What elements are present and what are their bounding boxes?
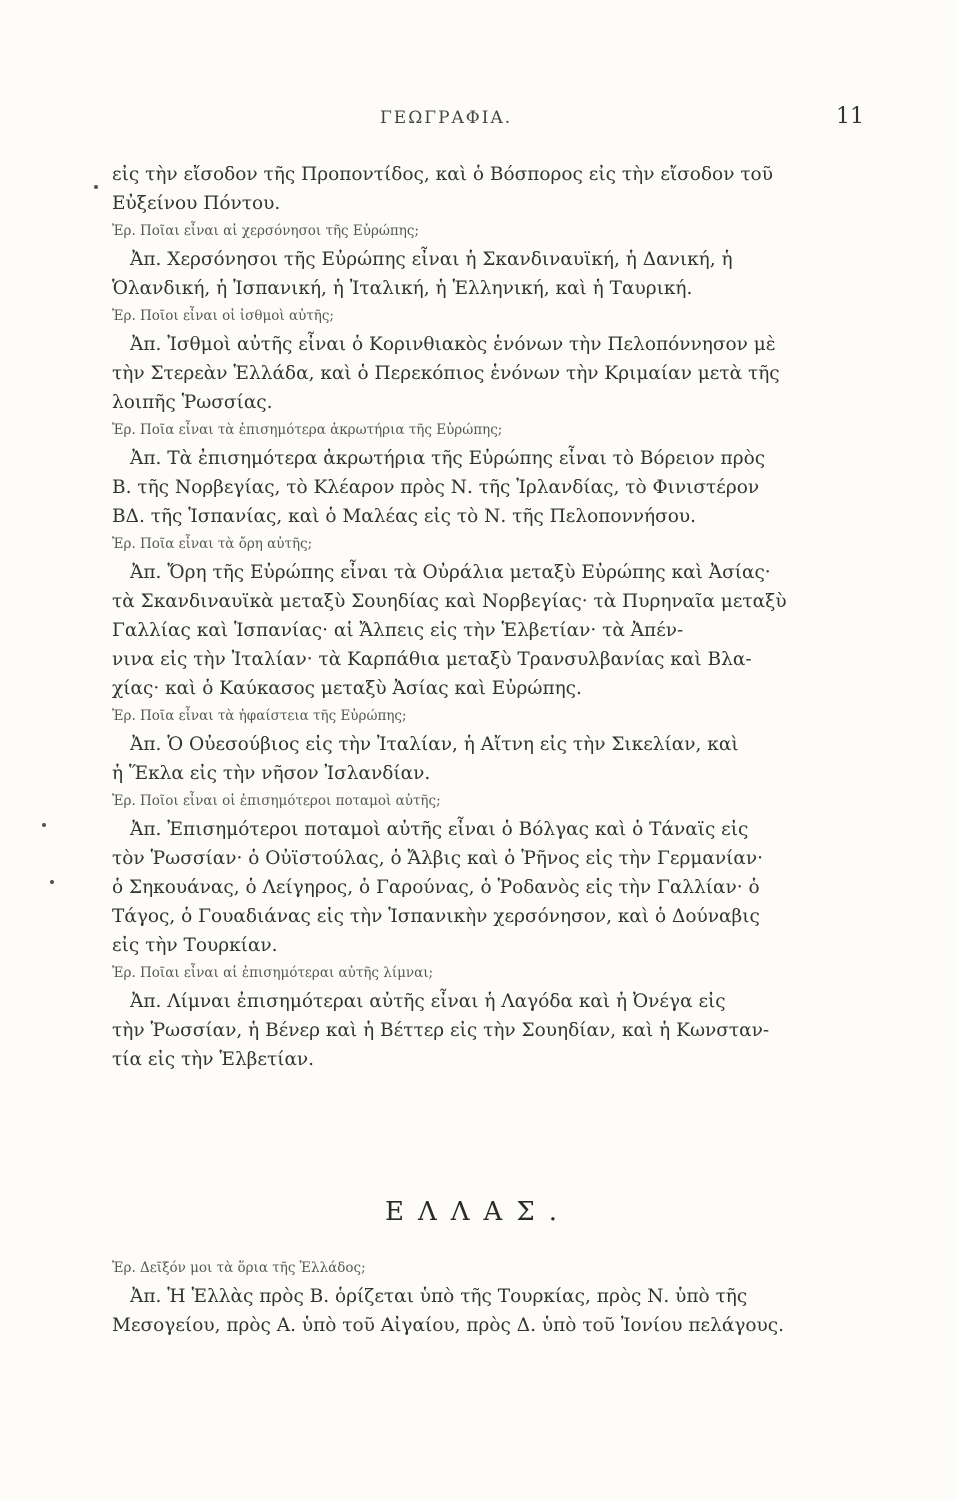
text-line: Μεσογείου, πρὸς Α. ὑπὸ τοῦ Αἰγαίου, πρὸς Δ. ὑπὸ τοῦ Ἰονίου πελάγους.	[112, 1315, 784, 1336]
page-header	[0, 104, 956, 138]
question-line: Ἐρ. Ποῖα εἶναι τὰ ἡφαίστεια τῆς Εὐρώπης;	[112, 708, 407, 724]
text-line: Εὐξείνου Πόντου.	[112, 193, 281, 214]
question-line: Ἐρ. Ποῖα εἶναι τὰ ἐπισημότερα ἀκρωτήρια τῆς Εὐρώπης;	[112, 422, 503, 438]
ink-speck	[42, 823, 46, 827]
question-line: Ἐρ. Ποῖοι εἶναι οἱ ἰσθμοὶ αὐτῆς;	[112, 308, 334, 324]
text-line: τὰ Σκανδιναυϊκὰ μεταξὺ Σουηδίας καὶ Νορβεγίας· τὰ Πυρηναῖα μεταξὺ	[112, 591, 787, 612]
text-line: νινα εἰς τὴν Ἰταλίαν· τὰ Καρπάθια μεταξὺ Τρανσυλβανίας καὶ Βλα-	[112, 649, 752, 670]
text-line: εἰς τὴν Τουρκίαν.	[112, 935, 278, 956]
answer-line: Ἀπ. Ἡ Ἑλλὰς πρὸς Β. ὁρίζεται ὑπὸ τῆς Τουρκίας, πρὸς Ν. ὑπὸ τῆς	[130, 1286, 748, 1307]
question-line: Ἐρ. Ποῖαι εἶναι αἱ ἐπισημότεραι αὐτῆς λίμναι;	[112, 965, 434, 981]
ink-speck	[94, 185, 98, 189]
section-text	[112, 1255, 836, 1340]
running-title: ΓΕΩΓΡΑΦΙΑ.	[380, 108, 513, 128]
text-line: τὴν Στερεὰν Ἑλλάδα, καὶ ὁ Περεκόπιος ἑνόνων τὴν Κριμαίαν μετὰ τῆς	[112, 363, 780, 384]
ink-speck	[50, 880, 54, 884]
text-line: Ὁλανδική, ἡ Ἱσπανική, ἡ Ἰταλική, ἡ Ἑλληνική, καὶ ἡ Ταυρική.	[112, 278, 693, 299]
text-line: Β. τῆς Νορβεγίας, τὸ Κλέαρον πρὸς Ν. τῆς Ἰρλανδίας, τὸ Φινιστέρον	[112, 477, 760, 498]
answer-line: Ἀπ. Λίμναι ἐπισημότεραι αὐτῆς εἶναι ἡ Λαγόδα καὶ ἡ Ὀνέγα εἰς	[130, 991, 726, 1012]
text-line: τία εἰς τὴν Ἑλβετίαν.	[112, 1049, 315, 1070]
question-line: Ἐρ. Δεῖξόν μοι τὰ ὅρια τῆς Ἑλλάδος;	[112, 1260, 366, 1276]
answer-line: Ἀπ. Χερσόνησοι τῆς Εὐρώπης εἶναι ἡ Σκανδιναυϊκή, ἡ Δανική, ἡ	[130, 249, 733, 270]
page-number: 11	[836, 104, 864, 129]
section-heading: ΕΛΛΑΣ.	[385, 1197, 571, 1227]
answer-line: Ἀπ. Ἐπισημότεροι ποταμοὶ αὐτῆς εἶναι ὁ Βόλγας καὶ ὁ Τάναϊς εἰς	[130, 819, 749, 840]
text-line: ἡ Ἕκλα εἰς τὴν νῆσον Ἰσλανδίαν.	[112, 763, 431, 784]
answer-line: Ἀπ. Ὁ Οὐεσούβιος εἰς τὴν Ἰταλίαν, ἡ Αἴτνη εἰς τὴν Σικελίαν, καὶ	[130, 734, 739, 755]
answer-line: Ἀπ. Τὰ ἐπισημότερα ἀκρωτήρια τῆς Εὐρώπης εἶναι τὸ Βόρειον πρὸς	[130, 448, 766, 469]
question-line: Ἐρ. Ποῖα εἶναι τὰ ὄρη αὐτῆς;	[112, 536, 313, 552]
text-line: Γαλλίας καὶ Ἱσπανίας· αἱ Ἄλπεις εἰς τὴν Ἑλβετίαν· τὰ Ἀπέν-	[112, 620, 684, 641]
text-line: τὴν Ῥωσσίαν, ἡ Βένερ καὶ ἡ Βέττερ εἰς τὴν Σουηδίαν, καὶ ἡ Κωνσταν-	[112, 1020, 770, 1041]
text-line: εἰς τὴν εἴσοδον τῆς Προποντίδος, καὶ ὁ Βόσπορος εἰς τὴν εἴσοδον τοῦ	[112, 164, 773, 185]
main-text	[112, 160, 836, 1074]
text-line: ὁ Σηκουάνας, ὁ Λείγηρος, ὁ Γαρούνας, ὁ Ῥοδανὸς εἰς τὴν Γαλλίαν· ὁ	[112, 877, 760, 898]
text-line: λοιπῆς Ῥωσσίας.	[112, 392, 273, 413]
text-line: τὸν Ῥωσσίαν· ὁ Οὐϊστούλας, ὁ Ἄλβις καὶ ὁ Ῥῆνος εἰς τὴν Γερμανίαν·	[112, 848, 763, 869]
answer-line: Ἀπ. Ἰσθμοὶ αὐτῆς εἶναι ὁ Κορινθιακὸς ἑνόνων τὴν Πελοπόννησον μὲ	[130, 334, 776, 355]
question-line: Ἐρ. Ποῖοι εἶναι οἱ ἐπισημότεροι ποταμοὶ αὐτῆς;	[112, 793, 441, 809]
question-line: Ἐρ. Ποῖαι εἶναι αἱ χερσόνησοι τῆς Εὐρώπης;	[112, 223, 419, 239]
answer-line: Ἀπ. Ὄρη τῆς Εὐρώπης εἶναι τὰ Οὐράλια μεταξὺ Εὐρώπης καὶ Ἀσίας·	[130, 562, 771, 583]
text-line: Τάγος, ὁ Γουαδιάνας εἰς τὴν Ἱσπανικὴν χερσόνησον, καὶ ὁ Δούναβις	[112, 906, 760, 927]
text-line: χίας· καὶ ὁ Καύκασος μεταξὺ Ἀσίας καὶ Εὐρώπης.	[112, 678, 582, 699]
text-line: ΒΔ. τῆς Ἱσπανίας, καὶ ὁ Μαλέας εἰς τὸ Ν. τῆς Πελοποννήσου.	[112, 506, 697, 527]
